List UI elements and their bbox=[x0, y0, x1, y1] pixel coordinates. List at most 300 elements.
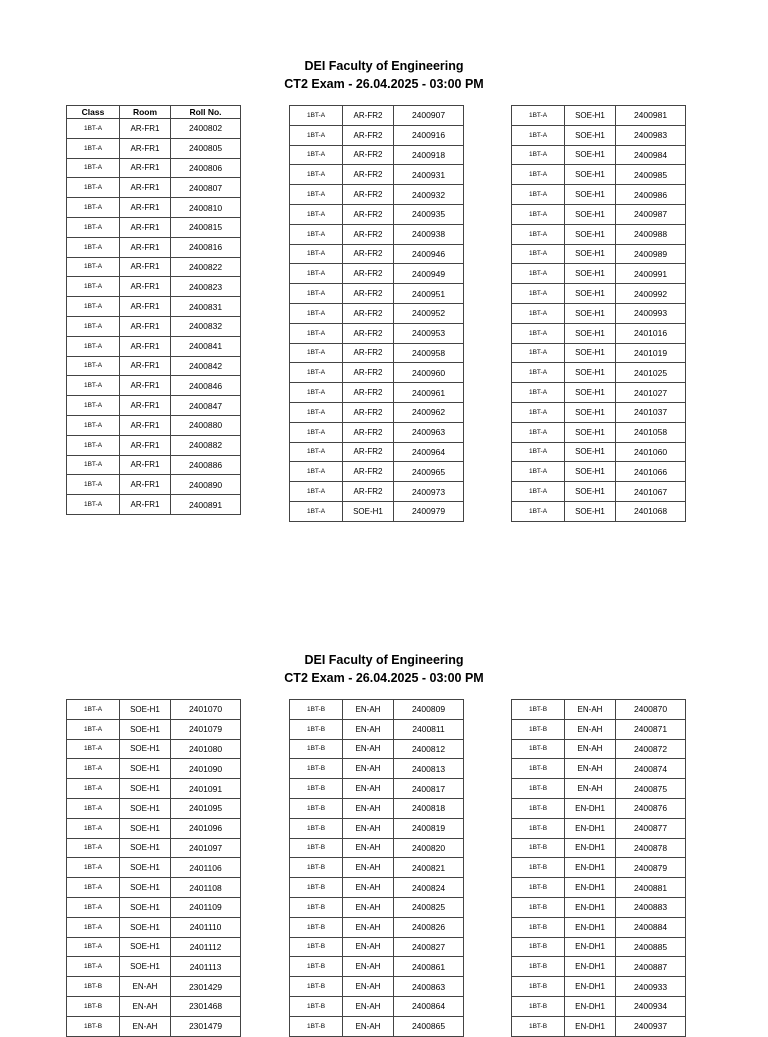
table-row bbox=[512, 303, 686, 323]
table-row bbox=[512, 442, 686, 462]
class-cell: 1BT-A bbox=[290, 383, 343, 403]
table-row bbox=[290, 759, 464, 779]
table-row bbox=[67, 977, 241, 997]
roll-no-cell: 2400918 bbox=[394, 145, 464, 165]
room-cell: EN-AH bbox=[343, 878, 394, 898]
roll-no-cell: 2400986 bbox=[616, 185, 686, 205]
class-cell: 1BT-B bbox=[290, 818, 343, 838]
roll-no-cell: 2400813 bbox=[394, 759, 464, 779]
table-row bbox=[512, 838, 686, 858]
roll-no-cell: 2400979 bbox=[394, 501, 464, 521]
roll-no-cell: 2400821 bbox=[394, 858, 464, 878]
class-cell: 1BT-A bbox=[512, 383, 565, 403]
class-cell: 1BT-A bbox=[290, 422, 343, 442]
roll-no-cell: 2400935 bbox=[394, 204, 464, 224]
class-cell: 1BT-B bbox=[290, 977, 343, 997]
table-row bbox=[512, 383, 686, 403]
room-cell: SOE-H1 bbox=[565, 125, 616, 145]
room-cell: AR-FR2 bbox=[343, 422, 394, 442]
roll-no-cell: 2400937 bbox=[616, 1016, 686, 1036]
room-cell: EN-AH bbox=[343, 897, 394, 917]
roll-no-cell: 2401060 bbox=[616, 442, 686, 462]
table-row bbox=[67, 759, 241, 779]
table-row bbox=[290, 878, 464, 898]
table-row bbox=[67, 996, 241, 1016]
class-cell: 1BT-A bbox=[290, 284, 343, 304]
table-row bbox=[512, 323, 686, 343]
table-row bbox=[67, 415, 241, 435]
class-cell: 1BT-B bbox=[290, 700, 343, 720]
room-cell: SOE-H1 bbox=[120, 897, 171, 917]
roll-no-cell: 2400951 bbox=[394, 284, 464, 304]
class-cell: 1BT-A bbox=[512, 125, 565, 145]
table-row bbox=[290, 204, 464, 224]
room-cell: EN-AH bbox=[343, 957, 394, 977]
table-row bbox=[512, 739, 686, 759]
room-cell: EN-AH bbox=[343, 937, 394, 957]
table-row bbox=[290, 244, 464, 264]
room-cell: AR-FR2 bbox=[343, 462, 394, 482]
class-cell: 1BT-B bbox=[512, 739, 565, 759]
roll-no-cell: 2400988 bbox=[616, 224, 686, 244]
class-cell: 1BT-A bbox=[290, 185, 343, 205]
room-cell: EN-AH bbox=[343, 818, 394, 838]
table-row bbox=[67, 700, 241, 720]
class-cell: 1BT-B bbox=[290, 937, 343, 957]
room-cell: AR-FR1 bbox=[120, 376, 171, 396]
roll-no-cell: 2400887 bbox=[616, 957, 686, 977]
roll-no-cell: 2400822 bbox=[171, 257, 241, 277]
roll-no-cell: 2400863 bbox=[394, 977, 464, 997]
class-cell: 1BT-A bbox=[67, 739, 120, 759]
roll-no-cell: 2400815 bbox=[171, 217, 241, 237]
roll-no-cell: 2401070 bbox=[171, 700, 241, 720]
class-cell: 1BT-A bbox=[512, 303, 565, 323]
roll-no-cell: 2400871 bbox=[616, 719, 686, 739]
table-row bbox=[290, 818, 464, 838]
table-row bbox=[67, 897, 241, 917]
roll-no-cell: 2400819 bbox=[394, 818, 464, 838]
table-row bbox=[290, 977, 464, 997]
roll-no-cell: 2400870 bbox=[616, 700, 686, 720]
room-cell: SOE-H1 bbox=[120, 917, 171, 937]
roll-no-cell: 2301429 bbox=[171, 977, 241, 997]
roll-no-cell: 2400963 bbox=[394, 422, 464, 442]
class-cell: 1BT-B bbox=[290, 878, 343, 898]
room-cell: SOE-H1 bbox=[565, 482, 616, 502]
class-cell: 1BT-A bbox=[67, 700, 120, 720]
room-cell: AR-FR2 bbox=[343, 402, 394, 422]
table-row bbox=[290, 957, 464, 977]
room-cell: SOE-H1 bbox=[120, 957, 171, 977]
roll-no-cell: 2401019 bbox=[616, 343, 686, 363]
roll-no-cell: 2400981 bbox=[616, 106, 686, 126]
class-cell: 1BT-B bbox=[512, 858, 565, 878]
class-cell: 1BT-A bbox=[67, 277, 120, 297]
room-cell: AR-FR2 bbox=[343, 303, 394, 323]
table-row bbox=[512, 1016, 686, 1036]
room-cell: AR-FR1 bbox=[120, 178, 171, 198]
room-cell: AR-FR1 bbox=[120, 435, 171, 455]
class-cell: 1BT-B bbox=[290, 779, 343, 799]
class-cell: 1BT-A bbox=[290, 363, 343, 383]
roll-no-cell: 2400810 bbox=[171, 198, 241, 218]
class-cell: 1BT-A bbox=[512, 323, 565, 343]
roll-no-cell: 2400861 bbox=[394, 957, 464, 977]
room-cell: EN-DH1 bbox=[565, 977, 616, 997]
class-cell: 1BT-A bbox=[67, 858, 120, 878]
class-cell: 1BT-A bbox=[512, 402, 565, 422]
class-cell: 1BT-A bbox=[67, 719, 120, 739]
class-cell: 1BT-B bbox=[67, 1016, 120, 1036]
room-cell: EN-AH bbox=[120, 1016, 171, 1036]
room-cell: SOE-H1 bbox=[565, 442, 616, 462]
table-row bbox=[67, 119, 241, 139]
room-cell: SOE-H1 bbox=[343, 501, 394, 521]
room-cell: AR-FR1 bbox=[120, 475, 171, 495]
room-cell: AR-FR1 bbox=[120, 119, 171, 139]
roll-no-cell: 2400842 bbox=[171, 356, 241, 376]
table-row bbox=[290, 917, 464, 937]
roll-no-cell: 2400961 bbox=[394, 383, 464, 403]
table-row bbox=[512, 422, 686, 442]
class-cell: 1BT-A bbox=[67, 198, 120, 218]
room-cell: EN-AH bbox=[343, 779, 394, 799]
room-cell: AR-FR2 bbox=[343, 264, 394, 284]
roll-no-cell: 2400831 bbox=[171, 297, 241, 317]
table-row bbox=[290, 323, 464, 343]
table-row bbox=[67, 798, 241, 818]
class-cell: 1BT-A bbox=[67, 435, 120, 455]
table-row bbox=[512, 858, 686, 878]
table-row bbox=[290, 264, 464, 284]
table-row bbox=[512, 482, 686, 502]
class-header: Class bbox=[67, 106, 120, 119]
table-row bbox=[67, 158, 241, 178]
roll-no-cell: 2400880 bbox=[171, 415, 241, 435]
roll-no-cell: 2401066 bbox=[616, 462, 686, 482]
roll-no-cell: 2400802 bbox=[171, 119, 241, 139]
roll-no-cell: 2400916 bbox=[394, 125, 464, 145]
roll-no-cell: 2400890 bbox=[171, 475, 241, 495]
class-cell: 1BT-A bbox=[67, 415, 120, 435]
class-cell: 1BT-A bbox=[67, 138, 120, 158]
room-cell: AR-FR1 bbox=[120, 217, 171, 237]
table-row bbox=[512, 343, 686, 363]
roll-no-cell: 2400989 bbox=[616, 244, 686, 264]
class-cell: 1BT-A bbox=[290, 442, 343, 462]
roll-no-cell: 2400938 bbox=[394, 224, 464, 244]
class-cell: 1BT-B bbox=[290, 739, 343, 759]
room-cell: SOE-H1 bbox=[565, 501, 616, 521]
class-cell: 1BT-A bbox=[512, 106, 565, 126]
table-row bbox=[512, 917, 686, 937]
class-cell: 1BT-A bbox=[512, 145, 565, 165]
class-cell: 1BT-A bbox=[290, 224, 343, 244]
roll-no-cell: 2401108 bbox=[171, 878, 241, 898]
table-row bbox=[67, 277, 241, 297]
class-cell: 1BT-A bbox=[512, 501, 565, 521]
room-cell: EN-DH1 bbox=[565, 897, 616, 917]
table-row bbox=[512, 125, 686, 145]
roll-no-cell: 2401113 bbox=[171, 957, 241, 977]
roll-no-cell: 2400931 bbox=[394, 165, 464, 185]
room-cell: EN-AH bbox=[343, 838, 394, 858]
class-cell: 1BT-A bbox=[512, 343, 565, 363]
table-row bbox=[290, 185, 464, 205]
table-row bbox=[512, 719, 686, 739]
table-row bbox=[290, 700, 464, 720]
room-cell: EN-AH bbox=[120, 977, 171, 997]
class-cell: 1BT-B bbox=[512, 937, 565, 957]
table-row bbox=[512, 106, 686, 126]
roll-no-cell: 2400823 bbox=[171, 277, 241, 297]
room-cell: AR-FR2 bbox=[343, 204, 394, 224]
table-row bbox=[512, 402, 686, 422]
class-cell: 1BT-A bbox=[512, 482, 565, 502]
class-cell: 1BT-A bbox=[290, 462, 343, 482]
table-row bbox=[290, 858, 464, 878]
roll-no-cell: 2400883 bbox=[616, 897, 686, 917]
table-row bbox=[512, 185, 686, 205]
room-cell: AR-FR1 bbox=[120, 138, 171, 158]
roll-no-cell: 2400985 bbox=[616, 165, 686, 185]
table-row bbox=[512, 501, 686, 521]
room-cell: SOE-H1 bbox=[120, 858, 171, 878]
table-row bbox=[67, 937, 241, 957]
room-cell: EN-AH bbox=[343, 977, 394, 997]
class-cell: 1BT-A bbox=[290, 323, 343, 343]
roll-no-cell: 2400958 bbox=[394, 343, 464, 363]
class-cell: 1BT-A bbox=[512, 224, 565, 244]
roll-no-cell: 2401058 bbox=[616, 422, 686, 442]
roll-no-cell: 2400984 bbox=[616, 145, 686, 165]
room-cell: AR-FR1 bbox=[120, 198, 171, 218]
roll-no-cell: 2400993 bbox=[616, 303, 686, 323]
room-cell: SOE-H1 bbox=[120, 937, 171, 957]
room-cell: AR-FR2 bbox=[343, 284, 394, 304]
table-row bbox=[67, 917, 241, 937]
class-cell: 1BT-B bbox=[290, 917, 343, 937]
class-cell: 1BT-A bbox=[290, 204, 343, 224]
roll-no-cell: 2400817 bbox=[394, 779, 464, 799]
table-row bbox=[290, 462, 464, 482]
table-row bbox=[512, 798, 686, 818]
room-cell: AR-FR1 bbox=[120, 237, 171, 257]
room-cell: EN-DH1 bbox=[565, 838, 616, 858]
class-cell: 1BT-A bbox=[67, 897, 120, 917]
table-row bbox=[512, 244, 686, 264]
roll-no-cell: 2400973 bbox=[394, 482, 464, 502]
roll-no-cell: 2301468 bbox=[171, 996, 241, 1016]
table-row bbox=[512, 204, 686, 224]
room-cell: AR-FR1 bbox=[120, 277, 171, 297]
table-row bbox=[67, 396, 241, 416]
roll-no-cell: 2400865 bbox=[394, 1016, 464, 1036]
table-row bbox=[67, 198, 241, 218]
room-cell: AR-FR2 bbox=[343, 442, 394, 462]
room-cell: AR-FR2 bbox=[343, 482, 394, 502]
class-cell: 1BT-B bbox=[512, 1016, 565, 1036]
table-row bbox=[290, 343, 464, 363]
room-cell: SOE-H1 bbox=[565, 383, 616, 403]
table-row bbox=[512, 264, 686, 284]
class-cell: 1BT-A bbox=[67, 356, 120, 376]
roll-no-cell: 2400886 bbox=[171, 455, 241, 475]
room-cell: AR-FR1 bbox=[120, 158, 171, 178]
class-cell: 1BT-A bbox=[290, 125, 343, 145]
class-cell: 1BT-A bbox=[67, 838, 120, 858]
class-cell: 1BT-A bbox=[67, 475, 120, 495]
class-cell: 1BT-B bbox=[290, 858, 343, 878]
table-row bbox=[290, 125, 464, 145]
room-cell: AR-FR2 bbox=[343, 363, 394, 383]
class-cell: 1BT-B bbox=[290, 1016, 343, 1036]
table-row bbox=[67, 376, 241, 396]
table-row bbox=[67, 316, 241, 336]
room-cell: EN-AH bbox=[565, 759, 616, 779]
roll-no-cell: 2400952 bbox=[394, 303, 464, 323]
class-cell: 1BT-A bbox=[512, 422, 565, 442]
roll-no-cell: 2400992 bbox=[616, 284, 686, 304]
room-cell: SOE-H1 bbox=[120, 779, 171, 799]
table-row bbox=[67, 838, 241, 858]
room-cell: SOE-H1 bbox=[565, 462, 616, 482]
table-row bbox=[290, 779, 464, 799]
room-cell: SOE-H1 bbox=[120, 818, 171, 838]
table-row bbox=[67, 495, 241, 515]
table-row bbox=[290, 422, 464, 442]
roll-no-cell: 2400824 bbox=[394, 878, 464, 898]
roll-no-cell: 2400826 bbox=[394, 917, 464, 937]
class-cell: 1BT-A bbox=[67, 917, 120, 937]
class-cell: 1BT-A bbox=[67, 878, 120, 898]
table-row bbox=[67, 957, 241, 977]
roll-no-cell: 2400812 bbox=[394, 739, 464, 759]
table-row bbox=[512, 897, 686, 917]
room-cell: SOE-H1 bbox=[565, 402, 616, 422]
roll-no-cell: 2301479 bbox=[171, 1016, 241, 1036]
table-row bbox=[290, 937, 464, 957]
table-row bbox=[67, 336, 241, 356]
class-cell: 1BT-A bbox=[67, 316, 120, 336]
roll-no-cell: 2401068 bbox=[616, 501, 686, 521]
roll-no-cell: 2401016 bbox=[616, 323, 686, 343]
room-cell: AR-FR2 bbox=[343, 125, 394, 145]
room-cell: AR-FR1 bbox=[120, 396, 171, 416]
roll-no-cell: 2400932 bbox=[394, 185, 464, 205]
table-row bbox=[67, 138, 241, 158]
roll-no-cell: 2400953 bbox=[394, 323, 464, 343]
class-cell: 1BT-A bbox=[290, 145, 343, 165]
table-row bbox=[290, 363, 464, 383]
roll-no-cell: 2400877 bbox=[616, 818, 686, 838]
room-cell: SOE-H1 bbox=[565, 224, 616, 244]
roll-no-cell: 2400964 bbox=[394, 442, 464, 462]
class-cell: 1BT-A bbox=[67, 178, 120, 198]
room-cell: SOE-H1 bbox=[565, 106, 616, 126]
roll-no-cell: 2401096 bbox=[171, 818, 241, 838]
roll-no-cell: 2400949 bbox=[394, 264, 464, 284]
class-cell: 1BT-B bbox=[512, 818, 565, 838]
roll-no-cell: 2400934 bbox=[616, 996, 686, 1016]
class-cell: 1BT-A bbox=[512, 264, 565, 284]
class-cell: 1BT-B bbox=[290, 759, 343, 779]
page2-title: DEI Faculty of Engineering bbox=[304, 653, 464, 667]
roll-no-cell: 2401027 bbox=[616, 383, 686, 403]
page1-table-2 bbox=[289, 105, 464, 522]
room-cell: SOE-H1 bbox=[565, 264, 616, 284]
roll-no-cell: 2400991 bbox=[616, 264, 686, 284]
roll-no-cell: 2401079 bbox=[171, 719, 241, 739]
roll-no-cell: 2400807 bbox=[171, 178, 241, 198]
table-row bbox=[290, 501, 464, 521]
roll-no-cell: 2400875 bbox=[616, 779, 686, 799]
room-cell: EN-AH bbox=[343, 858, 394, 878]
room-cell: EN-AH bbox=[565, 739, 616, 759]
class-cell: 1BT-A bbox=[67, 759, 120, 779]
table-row bbox=[512, 462, 686, 482]
room-cell: EN-DH1 bbox=[565, 1016, 616, 1036]
class-cell: 1BT-B bbox=[290, 996, 343, 1016]
room-cell: EN-AH bbox=[343, 739, 394, 759]
table-row bbox=[290, 838, 464, 858]
roll-no-cell: 2400872 bbox=[616, 739, 686, 759]
table-row bbox=[67, 356, 241, 376]
room-cell: AR-FR2 bbox=[343, 343, 394, 363]
table-row bbox=[290, 996, 464, 1016]
room-cell: EN-AH bbox=[343, 996, 394, 1016]
room-cell: SOE-H1 bbox=[120, 700, 171, 720]
table-row bbox=[290, 1016, 464, 1036]
room-cell: EN-AH bbox=[565, 779, 616, 799]
class-cell: 1BT-A bbox=[67, 158, 120, 178]
table-row bbox=[512, 977, 686, 997]
room-cell: SOE-H1 bbox=[120, 878, 171, 898]
class-cell: 1BT-B bbox=[512, 700, 565, 720]
roll-no-cell: 2401106 bbox=[171, 858, 241, 878]
table-row bbox=[67, 878, 241, 898]
class-cell: 1BT-A bbox=[67, 779, 120, 799]
room-cell: EN-AH bbox=[343, 917, 394, 937]
roll-no-cell: 2400983 bbox=[616, 125, 686, 145]
table-row bbox=[290, 165, 464, 185]
class-cell: 1BT-A bbox=[67, 957, 120, 977]
roll-no-cell: 2401109 bbox=[171, 897, 241, 917]
room-cell: SOE-H1 bbox=[565, 303, 616, 323]
room-cell: EN-AH bbox=[343, 798, 394, 818]
page1-table-3 bbox=[511, 105, 686, 522]
roll-no-cell: 2401067 bbox=[616, 482, 686, 502]
table-row bbox=[290, 145, 464, 165]
room-cell: SOE-H1 bbox=[565, 343, 616, 363]
room-cell: AR-FR2 bbox=[343, 244, 394, 264]
roll-no-cell: 2401110 bbox=[171, 917, 241, 937]
class-cell: 1BT-A bbox=[290, 303, 343, 323]
roll-no-cell: 2400884 bbox=[616, 917, 686, 937]
table-row bbox=[67, 178, 241, 198]
roll-no-cell: 2400907 bbox=[394, 106, 464, 126]
table-row bbox=[290, 442, 464, 462]
roll-no-cell: 2401037 bbox=[616, 402, 686, 422]
room-cell: EN-AH bbox=[565, 700, 616, 720]
table-row bbox=[67, 779, 241, 799]
class-cell: 1BT-B bbox=[512, 719, 565, 739]
table-row bbox=[512, 818, 686, 838]
room-cell: AR-FR2 bbox=[343, 106, 394, 126]
table-row bbox=[512, 878, 686, 898]
class-cell: 1BT-A bbox=[290, 402, 343, 422]
